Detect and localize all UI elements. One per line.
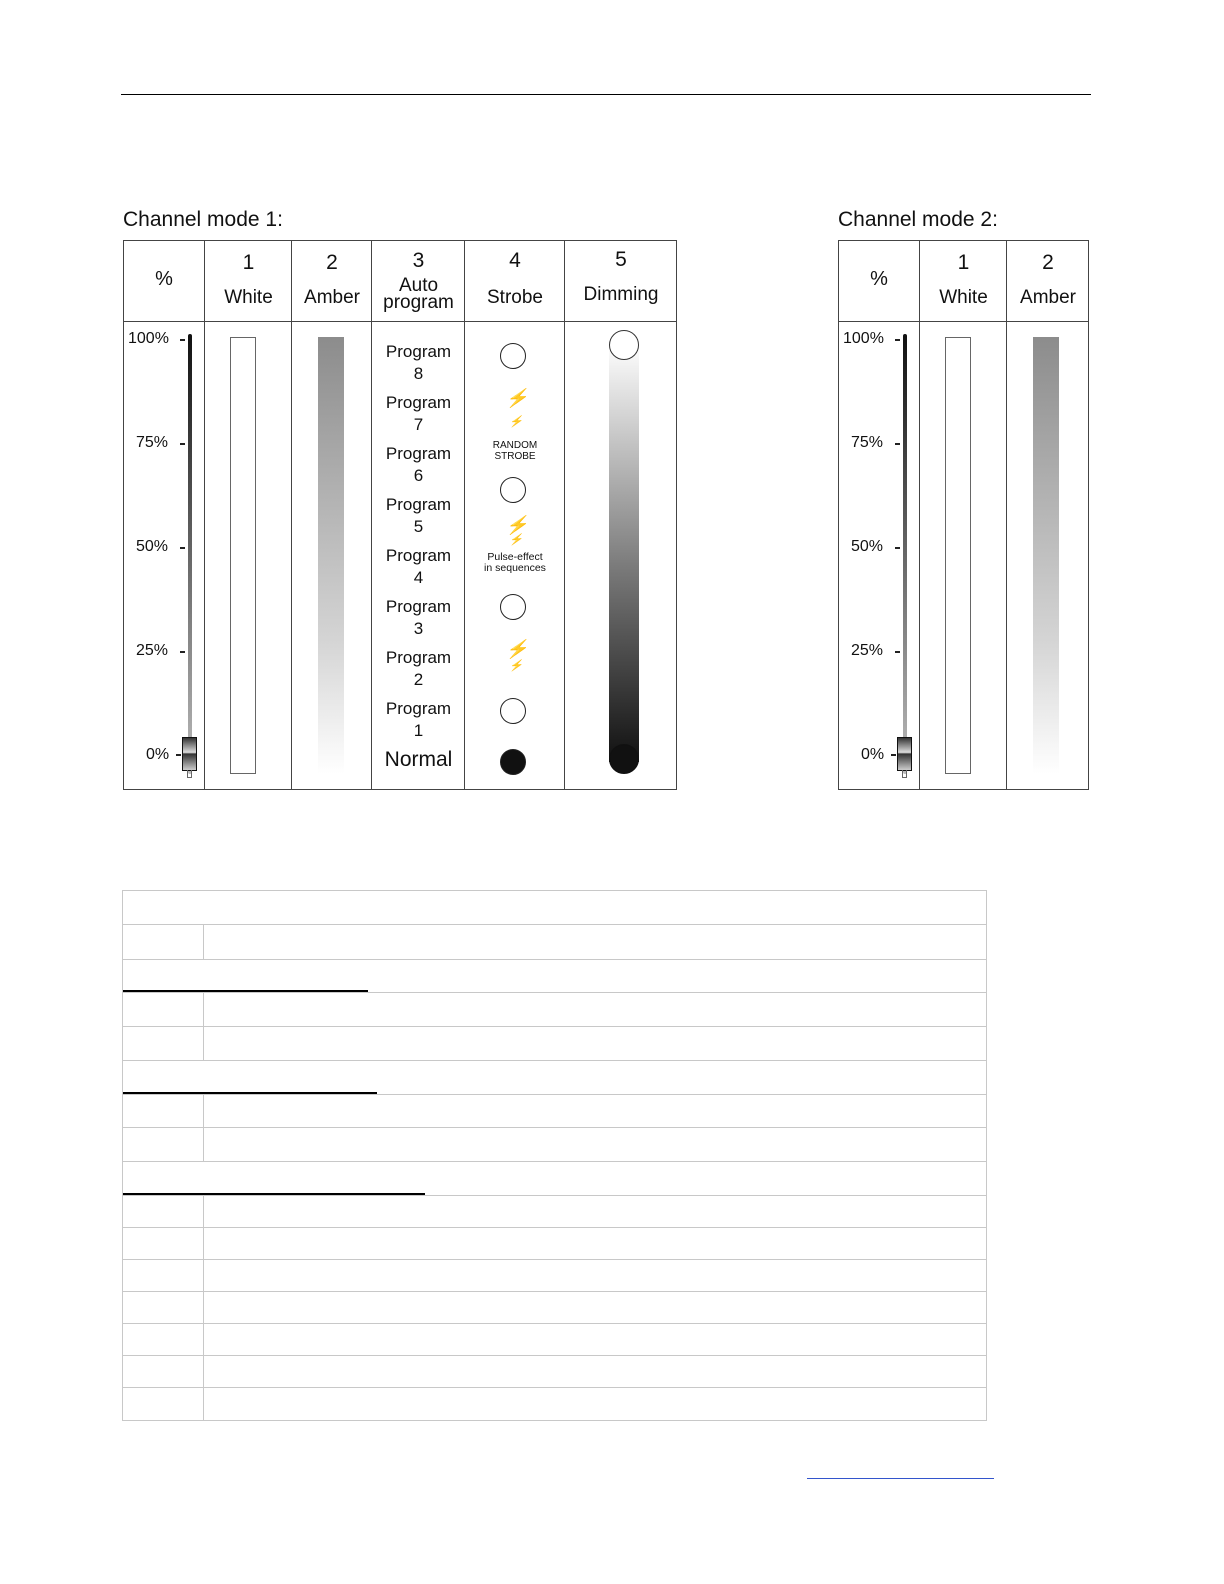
header-rule bbox=[121, 94, 1091, 95]
pct-label-100: 100% bbox=[843, 330, 884, 347]
section-underline bbox=[123, 1193, 425, 1195]
tick-50 bbox=[180, 547, 185, 549]
mode2-title: Channel mode 2: bbox=[838, 208, 998, 231]
dimming-channel-label: Dimming bbox=[583, 284, 659, 305]
table-row bbox=[123, 1228, 986, 1260]
white-channel-number: 1 bbox=[957, 251, 970, 274]
pct-header: % bbox=[155, 268, 173, 290]
fader-foot bbox=[187, 770, 192, 778]
fader-track bbox=[903, 334, 907, 774]
table-row bbox=[123, 1095, 986, 1128]
section-underline bbox=[123, 1092, 377, 1094]
table-row bbox=[123, 993, 986, 1027]
random-strobe-label-2: STROBE bbox=[494, 451, 536, 462]
table-row bbox=[123, 1027, 986, 1061]
lightning-icon: ⚡ bbox=[504, 639, 532, 659]
amber-channel-label: Amber bbox=[1020, 287, 1076, 308]
strobe-open-circle-icon bbox=[500, 343, 526, 369]
footer-link-underline[interactable] bbox=[807, 1478, 994, 1479]
lightning-small-icon: ⚡ bbox=[508, 534, 526, 546]
table-row bbox=[123, 1196, 986, 1228]
table-row bbox=[123, 1292, 986, 1324]
program-7: Program 7 bbox=[385, 393, 452, 434]
mode2-diagram bbox=[838, 240, 1089, 790]
mode2-pct-column bbox=[839, 241, 919, 789]
program-2: Program 2 bbox=[385, 648, 452, 689]
table-row bbox=[123, 1356, 986, 1388]
strobe-channel-label: Strobe bbox=[487, 287, 543, 308]
mode1-pct-column bbox=[124, 241, 204, 789]
mode1-dimming-column bbox=[564, 241, 677, 789]
lightning-small-icon: ⚡ bbox=[508, 416, 526, 428]
fader-knob[interactable] bbox=[897, 737, 912, 771]
strobe-channel-number: 4 bbox=[509, 249, 521, 272]
tick-25 bbox=[180, 651, 185, 653]
amber-gradient-bar bbox=[318, 337, 344, 774]
table-section-row bbox=[123, 960, 986, 993]
lightning-icon: ⚡ bbox=[504, 515, 532, 535]
dimming-top-circle-icon bbox=[609, 330, 639, 360]
program-normal: Normal bbox=[384, 748, 453, 771]
strobe-open-circle-icon bbox=[500, 477, 526, 503]
pct-label-100: 100% bbox=[128, 330, 169, 347]
pct-label-75: 75% bbox=[851, 434, 884, 451]
dimming-bottom-circle-icon bbox=[609, 744, 639, 774]
mode1-white-column bbox=[204, 241, 292, 789]
tick-100 bbox=[180, 339, 185, 341]
program-6: Program 6 bbox=[385, 444, 452, 485]
program-3: Program 3 bbox=[385, 597, 452, 638]
amber-channel-label: Amber bbox=[304, 287, 360, 308]
mode1-diagram bbox=[123, 240, 677, 790]
section-underline bbox=[123, 990, 368, 992]
table-row bbox=[123, 891, 986, 925]
strobe-open-circle-icon bbox=[500, 594, 526, 620]
amber-channel-number: 2 bbox=[326, 251, 338, 274]
pulse-effect-label-2: in sequences bbox=[484, 562, 546, 574]
pct-label-75: 75% bbox=[136, 434, 169, 451]
mode2-amber-column bbox=[1006, 241, 1089, 789]
program-4: Program 4 bbox=[385, 546, 452, 587]
pct-label-0: 0% bbox=[861, 746, 885, 763]
tick-100 bbox=[895, 339, 900, 341]
white-channel-number: 1 bbox=[242, 251, 255, 274]
fader-track bbox=[188, 334, 192, 774]
pct-label-50: 50% bbox=[136, 538, 169, 555]
table-row bbox=[123, 1324, 986, 1356]
lightning-icon: ⚡ bbox=[504, 388, 532, 408]
amber-channel-number: 2 bbox=[1042, 251, 1054, 274]
table-section-row bbox=[123, 1162, 986, 1196]
table-row bbox=[123, 1128, 986, 1162]
fader-knob[interactable] bbox=[182, 737, 197, 771]
strobe-open-circle-icon bbox=[500, 698, 526, 724]
table-row bbox=[123, 1388, 986, 1420]
channel-table bbox=[122, 890, 987, 1421]
pct-header: % bbox=[870, 268, 888, 290]
amber-gradient-bar bbox=[1033, 337, 1059, 774]
pct-label-25: 25% bbox=[136, 642, 169, 659]
strobe-filled-circle-icon bbox=[500, 749, 526, 775]
tick-50 bbox=[895, 547, 900, 549]
mode1-title: Channel mode 1: bbox=[123, 208, 283, 231]
pct-label-50: 50% bbox=[851, 538, 884, 555]
tick-75 bbox=[180, 443, 185, 445]
tick-75 bbox=[895, 443, 900, 445]
pct-label-0: 0% bbox=[146, 746, 170, 763]
lightning-small-icon: ⚡ bbox=[508, 660, 526, 672]
random-strobe-label-1: RANDOM bbox=[492, 440, 538, 451]
mode1-strobe-column bbox=[464, 241, 565, 789]
tick-25 bbox=[895, 651, 900, 653]
pct-label-25: 25% bbox=[851, 642, 884, 659]
tick-0 bbox=[891, 754, 896, 756]
table-row bbox=[123, 925, 986, 960]
tick-0 bbox=[176, 754, 181, 756]
white-channel-label: White bbox=[939, 287, 988, 308]
dimming-gradient-bar bbox=[609, 342, 639, 762]
table-row bbox=[123, 1260, 986, 1292]
fader-foot bbox=[902, 770, 907, 778]
white-channel-label: White bbox=[224, 287, 273, 308]
table-section-row bbox=[123, 1061, 986, 1095]
auto-channel-number: 3 bbox=[412, 249, 425, 272]
white-level-bar bbox=[945, 337, 971, 774]
mode1-auto-program-column bbox=[371, 241, 465, 789]
dimming-channel-number: 5 bbox=[615, 248, 627, 271]
mode1-amber-column bbox=[291, 241, 372, 789]
pulse-effect-label-1: Pulse-effect bbox=[487, 551, 543, 563]
white-level-bar bbox=[230, 337, 256, 774]
mode2-white-column bbox=[919, 241, 1007, 789]
program-1: Program 1 bbox=[385, 699, 452, 740]
program-8: Program 8 bbox=[385, 342, 452, 383]
auto-channel-label-2: program bbox=[383, 292, 454, 313]
auto-channel-label-1: Auto bbox=[398, 275, 439, 296]
program-5: Program 5 bbox=[385, 495, 452, 536]
